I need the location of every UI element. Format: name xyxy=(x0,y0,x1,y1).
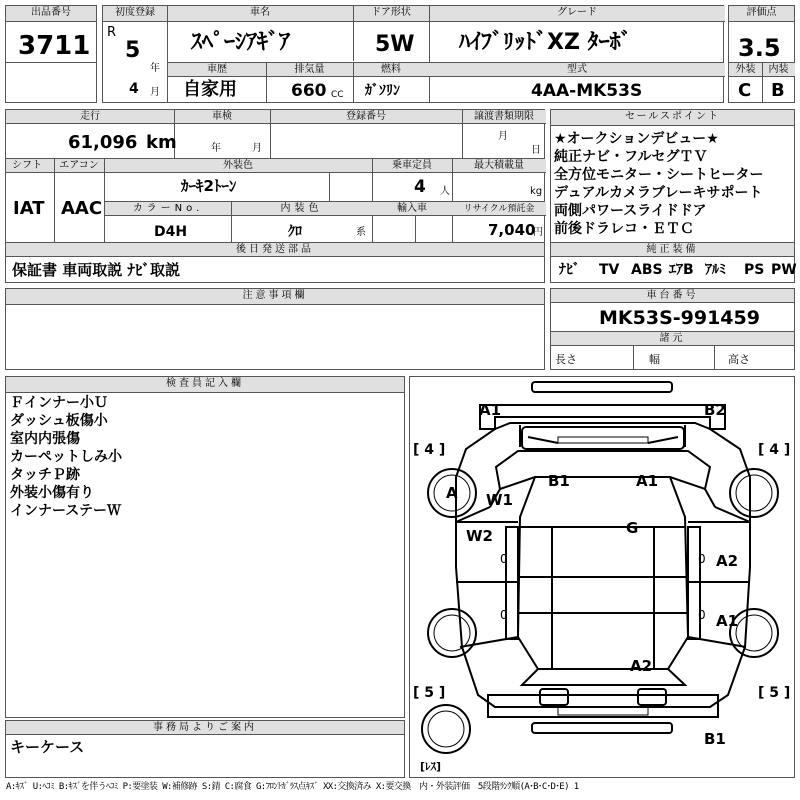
interior-label: 内装 xyxy=(762,63,795,77)
score-label: 評価点 xyxy=(729,6,794,22)
sales-line: ★オークションデビュー★ xyxy=(554,131,719,147)
ac-label: エアコン xyxy=(54,159,104,173)
panel-zero: 0 xyxy=(500,608,508,622)
tire-label: [ 4 ] xyxy=(758,442,791,458)
fuel-label: 燃料 xyxy=(353,63,429,77)
sales-line: 全方位モニター・シートヒーター xyxy=(554,167,764,183)
equipment-item: PW xyxy=(771,262,797,278)
office-box xyxy=(5,720,405,778)
capacity-value: 4 xyxy=(414,177,426,197)
recycle-value: 7,040 xyxy=(488,221,536,239)
car-diagram xyxy=(409,376,795,778)
transfer-day-unit: 日 xyxy=(531,145,541,156)
sales-line: 両側パワースライドドア xyxy=(554,203,707,219)
panel-zero: 0 xyxy=(698,608,706,622)
damage-mark: W2 xyxy=(466,527,493,545)
lot-number: 3711 xyxy=(18,31,91,61)
displacement-value: 660 xyxy=(291,81,327,101)
sales-line: デュアルカメラブレーキサポート xyxy=(554,185,763,201)
inspection-label: 車検 xyxy=(174,110,270,124)
chassis-number: MK53S-991459 xyxy=(599,307,760,329)
tire-label: [ﾚｽ] xyxy=(420,760,442,773)
inspector-line: 外装小傷有り xyxy=(10,485,94,501)
damage-mark: A1 xyxy=(636,472,659,490)
capacity-unit: 人 xyxy=(440,186,450,197)
legend: A:ｷｽﾞ U:ﾍｺﾐ B:ｷｽﾞを伴うﾍｺﾐ P:要塗装 W:補修跡 S:錆 C:腐食 G:ﾌﾛﾝﾄｶﾞﾗｽ点ｷｽﾞ XX:交換済み X:要交換 内・外装評価 5段階ﾗﾝｸ順(A･B･C･D･E) 1 xyxy=(6,782,579,792)
inspector-line: タッチＰ跡 xyxy=(10,467,80,483)
damage-mark: A xyxy=(446,484,458,502)
inspector-line: ダッシュ板傷小 xyxy=(10,413,108,429)
reg-month: 4 xyxy=(129,81,139,97)
max-load-label: 最大積載量 xyxy=(452,159,546,173)
lot-label: 出品番号 xyxy=(6,6,96,22)
mileage-label: 走行 xyxy=(6,110,174,124)
details-box xyxy=(5,109,545,283)
color-no-label: カラーNo. xyxy=(105,202,231,216)
max-load-unit: kg xyxy=(530,186,543,197)
damage-mark: G xyxy=(626,519,639,537)
inspector-box xyxy=(5,376,405,718)
inspector-line: 室内内張傷 xyxy=(10,431,80,447)
displacement-unit: CC xyxy=(331,90,344,100)
equipment-item: ｴｱB xyxy=(669,262,694,278)
car-name-label: 車名 xyxy=(167,6,353,22)
int-color-value: ｸﾛ xyxy=(288,224,302,240)
interior-grade: B xyxy=(771,80,785,101)
later-parts-label: 後日発送部品 xyxy=(6,243,544,257)
recycle-unit: 円 xyxy=(533,227,543,238)
score-box xyxy=(728,5,795,103)
inspector-line: Ｆインナー小Ｕ xyxy=(10,395,108,411)
damage-mark: A2 xyxy=(630,657,653,675)
office-label: 事務局よりご案内 xyxy=(6,721,404,735)
color-label: 外装色 xyxy=(104,159,372,173)
int-color-unit: 系 xyxy=(356,227,366,238)
sales-box xyxy=(550,109,795,283)
transfer-month-unit: 月 xyxy=(498,131,508,142)
fuel-value: ｶﾞｿﾘﾝ xyxy=(365,83,400,99)
tire-label: [ 4 ] xyxy=(413,442,446,458)
inspection-year-unit: 年 xyxy=(211,143,221,154)
history-label: 車歴 xyxy=(168,63,266,77)
exterior-grade: C xyxy=(738,80,752,101)
color-no-value: D4H xyxy=(154,224,188,240)
damage-mark: A1 xyxy=(479,401,502,419)
chassis-box xyxy=(550,288,795,370)
model-value: 4AA-MK53S xyxy=(531,81,643,101)
office-value: キーケース xyxy=(10,738,85,756)
reg-year: 5 xyxy=(125,38,141,63)
damage-mark: W1 xyxy=(486,491,513,509)
grade-value: ﾊｲﾌﾞﾘｯﾄﾞXZ ﾀｰﾎﾞ xyxy=(459,30,632,55)
equipment-item: TV xyxy=(599,262,620,278)
color-value: ｶｰｷ2ﾄｰﾝ xyxy=(181,177,237,195)
first-reg-label: 初度登録 xyxy=(103,6,167,22)
vehicle-top-box xyxy=(102,5,724,103)
grade-label: グレード xyxy=(429,6,725,22)
damage-mark: A1 xyxy=(716,612,739,630)
spec-width: 幅 xyxy=(649,353,660,366)
lot-box xyxy=(5,5,97,103)
inspector-line: カーペットしみ小 xyxy=(10,449,122,465)
score-value: 3.5 xyxy=(738,34,781,62)
inspector-label: 検査員記入欄 xyxy=(6,377,404,393)
panel-zero: 0 xyxy=(698,552,706,566)
tire-label: [ 5 ] xyxy=(758,685,791,701)
import-label: 輸入車 xyxy=(372,202,452,216)
sales-label: セールスポイント xyxy=(551,110,794,126)
notes-box xyxy=(5,288,545,370)
car-name: ｽﾍﾟｰｼｱｷﾞｱ xyxy=(191,30,291,55)
era: R xyxy=(107,25,117,40)
panel-zero: 0 xyxy=(500,552,508,566)
equipment-item: ﾅﾋﾞ xyxy=(559,262,580,278)
door-value: 5W xyxy=(375,32,415,57)
year-unit: 年 xyxy=(150,63,160,74)
spec-length: 長さ xyxy=(555,353,577,366)
int-color-label: 内装色 xyxy=(231,202,372,216)
equipment-item: PS xyxy=(744,262,765,278)
shift-label: シフト xyxy=(6,159,54,173)
car-outline xyxy=(410,377,795,778)
chassis-label: 車台番号 xyxy=(551,289,794,303)
transfer-label: 譲渡書類期限 xyxy=(462,110,546,124)
door-label: ドア形状 xyxy=(353,6,429,22)
notes-label: 注意事項欄 xyxy=(6,289,544,305)
later-parts-value: 保証書 車両取説 ﾅﾋﾞ取説 xyxy=(12,261,180,279)
capacity-label: 乗車定員 xyxy=(372,159,452,173)
ac-value: AAC xyxy=(61,198,103,219)
inspector-line: インナーステーＷ xyxy=(10,503,122,519)
specs-label: 諸元 xyxy=(551,332,794,346)
history-value: 自家用 xyxy=(183,79,237,100)
damage-mark: B1 xyxy=(704,730,726,748)
mileage-value: 61,096 xyxy=(68,132,138,153)
damage-mark: B2 xyxy=(704,401,726,419)
tire-label: [ 5 ] xyxy=(413,685,446,701)
spec-height: 高さ xyxy=(728,353,750,366)
inspection-month-unit: 月 xyxy=(252,143,262,154)
sales-line: 前後ドラレコ・ＥＴＣ xyxy=(554,221,694,237)
equipment-item: ｱﾙﾐ xyxy=(705,262,726,278)
model-label: 型式 xyxy=(429,63,725,77)
sales-line: 純正ナビ・フルセグＴＶ xyxy=(554,149,708,165)
reg-no-label: 登録番号 xyxy=(270,110,462,124)
equipment-label: 純正装備 xyxy=(551,243,794,257)
displacement-label: 排気量 xyxy=(266,63,353,77)
month-unit: 月 xyxy=(150,87,160,98)
exterior-label: 外装 xyxy=(729,63,762,77)
shift-value: IAT xyxy=(13,198,45,219)
damage-mark: A2 xyxy=(716,552,739,570)
mileage-unit: km xyxy=(146,132,177,153)
recycle-label: リサイクル預託金 xyxy=(452,202,546,216)
equipment-item: ABS xyxy=(631,262,663,278)
damage-mark: B1 xyxy=(548,472,570,490)
